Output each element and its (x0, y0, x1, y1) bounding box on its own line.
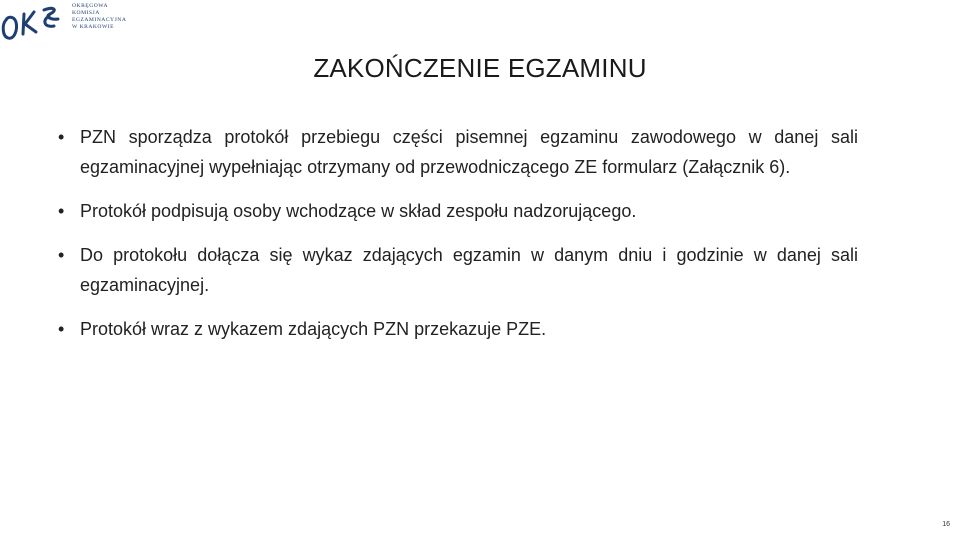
logo-line: OKRĘGOWA (72, 3, 109, 9)
bullet-text: PZN sporządza protokół przebiegu części pisemnej egzaminu zawodowego w danej sali egzaminacyjnej wypełniając otrzymany od przewodniczącego ZE formularz (Załącznik 6). (80, 127, 858, 177)
bullet-text: Do protokołu dołącza się wykaz zdających egzamin w danym dniu i godzinie w danej sali egzaminacyjnej. (80, 245, 858, 295)
oke-logo (0, 0, 150, 46)
bullet-item (58, 196, 858, 226)
logo-line: EGZAMINACYJNA (72, 17, 127, 23)
bullet-dot: • (58, 201, 65, 221)
bullet-dot: • (58, 245, 65, 265)
logo-line: KOMISJA (72, 10, 100, 16)
logo-text (72, 3, 126, 31)
logo-line: W KRAKOWIE (72, 24, 115, 30)
bullet-item (58, 240, 858, 300)
bullet-dot: • (58, 127, 65, 147)
bullet-dot: • (58, 319, 65, 339)
bullet-list (58, 122, 858, 358)
bullet-text: Protokół wraz z wykazem zdających PZN przekazuje PZE. (80, 319, 547, 339)
bullet-text: Protokół podpisują osoby wchodzące w skład zespołu nadzorującego. (80, 201, 637, 221)
page-number: 16 (942, 521, 950, 528)
slide-title: ZAKOŃCZENIE EGZAMINU (313, 53, 647, 83)
oke-logo-mark (0, 0, 64, 44)
bullet-item (58, 122, 858, 182)
bullet-item (58, 314, 858, 344)
